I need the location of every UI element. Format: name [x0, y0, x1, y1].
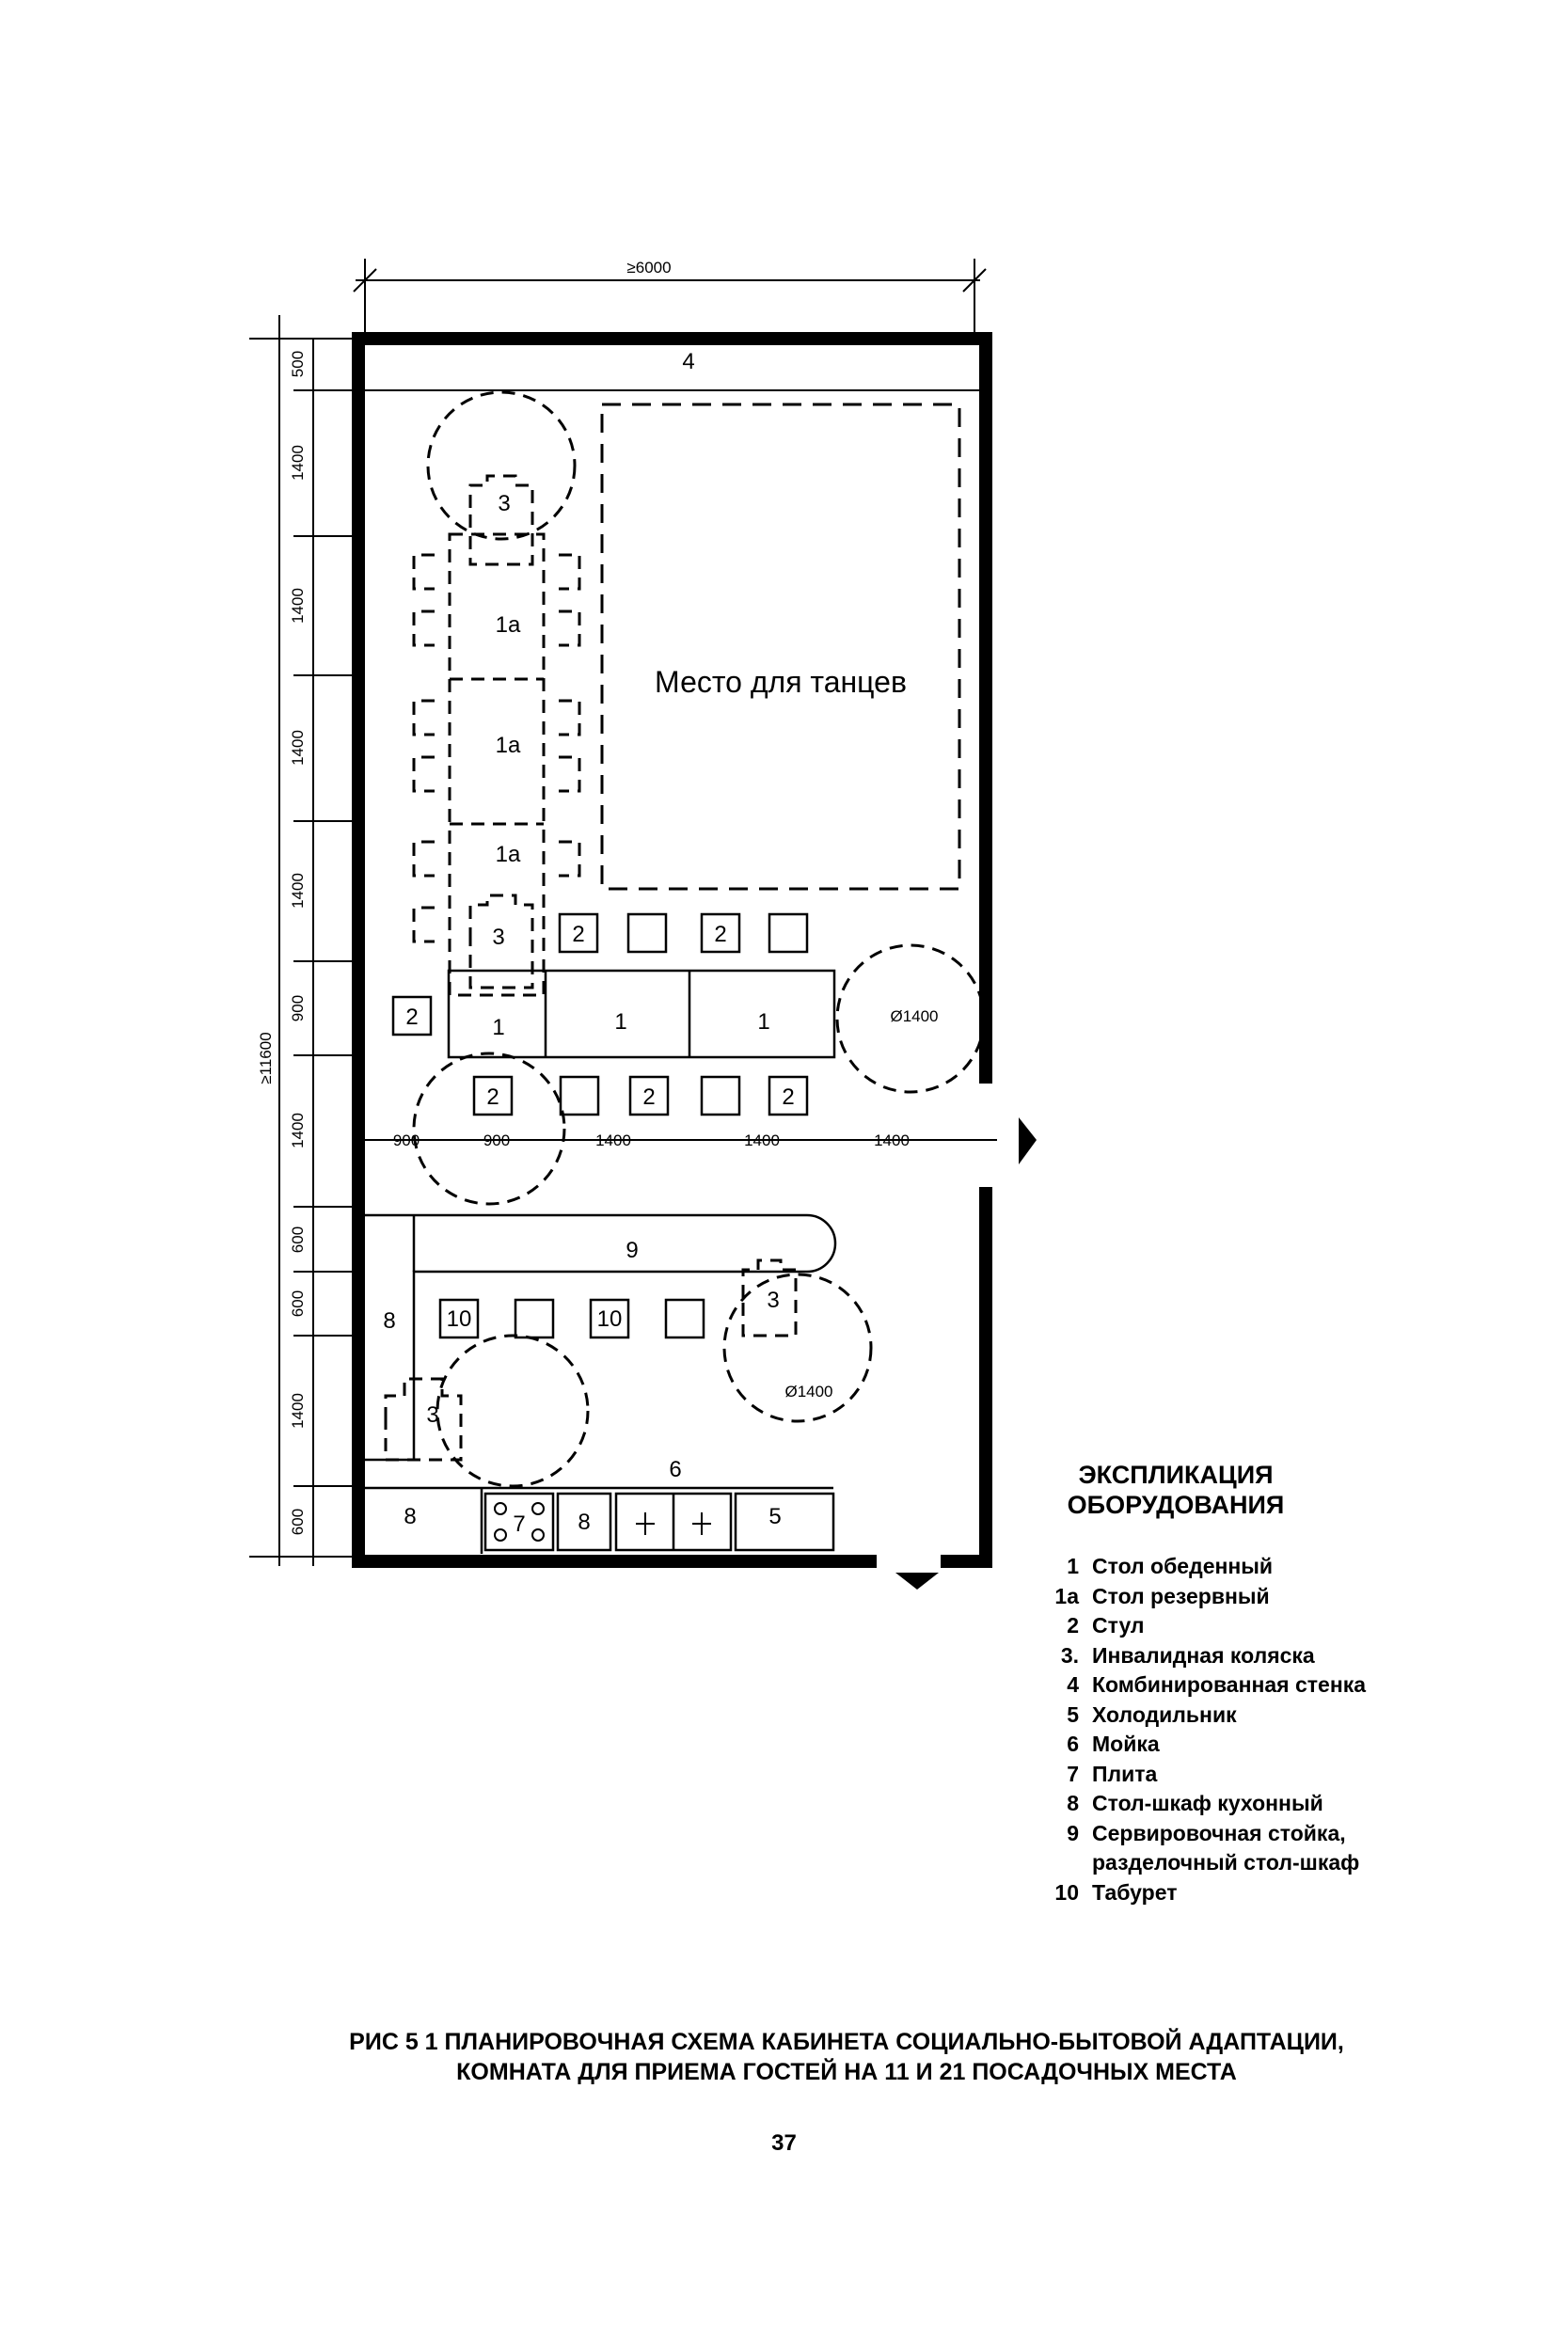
- dim-600-a: 600: [289, 1226, 307, 1254]
- legend-item-number: 2: [1067, 1613, 1079, 1638]
- svg-text:3: 3: [426, 1402, 439, 1428]
- svg-text:2: 2: [714, 922, 727, 947]
- label-1a-1: 1а: [495, 612, 521, 638]
- legend-item-text: Комбинированная стенка: [1092, 1672, 1367, 1697]
- left-dimensions: [249, 315, 362, 1566]
- legend-item-text: Стул: [1092, 1613, 1145, 1638]
- legend-item-number: 5: [1067, 1701, 1079, 1727]
- legend-item: [1039, 1701, 1434, 1731]
- legend-item: [1039, 1730, 1434, 1760]
- legend-item-number: [1039, 1848, 1092, 1878]
- overall-width-label: ≥6000: [626, 259, 672, 277]
- label-8-cabinet-b: 8: [404, 1504, 417, 1529]
- svg-text:1400: 1400: [744, 1131, 780, 1149]
- svg-text:3: 3: [498, 491, 511, 516]
- legend-item-number: 8: [1067, 1791, 1079, 1815]
- svg-text:10: 10: [596, 1306, 623, 1332]
- legend-item: [1039, 1670, 1434, 1701]
- kitchen-area: [365, 1215, 835, 1554]
- room-walls: [353, 339, 986, 1561]
- entrance-arrow-bottom: [895, 1573, 939, 1590]
- legend-item-number: 3.: [1060, 1642, 1079, 1668]
- dance-area-label: Место для танцев: [655, 665, 907, 699]
- label-7-stove: 7: [513, 1511, 526, 1537]
- figure-caption: РИС 5 1 ПЛАНИРОВОЧНАЯ СХЕМА КАБИНЕТА СОЦИАЛЬНО-БЫТОВОЙ АДАПТАЦИИ, КОМНАТА ДЛЯ ПРИЕМА ГОСТЕЙ НА 11 И 21 ПОСАДОЧНЫХ МЕСТА: [349, 2029, 1344, 2085]
- dim-1400-f: 1400: [289, 1393, 307, 1429]
- overall-height-label: ≥11600: [257, 1032, 275, 1084]
- legend-item-number: 10: [1054, 1879, 1079, 1905]
- legend-item-number: 9: [1067, 1820, 1079, 1845]
- label-6-sink: 6: [669, 1457, 682, 1482]
- turning-circle-kitchen-left: [437, 1336, 588, 1486]
- legend-title: ЭКСПЛИКАЦИЯ ОБОРУДОВАНИЯ: [1067, 1461, 1285, 1519]
- legend-list: [1039, 1552, 1434, 1907]
- dim-1400-a: 1400: [289, 445, 307, 481]
- dining-tables: [449, 971, 834, 1057]
- legend-item-text: Стол-шкаф кухонный: [1092, 1791, 1323, 1815]
- legend-item: [1039, 1878, 1434, 1908]
- chairs: [393, 914, 807, 1115]
- legend-item-number: 6: [1067, 1732, 1079, 1756]
- page-number: 37: [771, 2130, 797, 2156]
- legend-item-number: 4: [1067, 1672, 1079, 1697]
- label-5-fridge: 5: [768, 1504, 782, 1529]
- svg-text:900: 900: [483, 1131, 511, 1149]
- legend-item-text: Стол резервный: [1092, 1583, 1270, 1608]
- legend-item: [1039, 1819, 1434, 1849]
- svg-text:3: 3: [492, 925, 505, 950]
- table-label-2: 1: [614, 1009, 627, 1035]
- svg-text:2: 2: [405, 1005, 419, 1030]
- table-label-1: 1: [492, 1015, 505, 1040]
- dim-900: 900: [289, 994, 307, 1022]
- svg-text:8: 8: [578, 1510, 591, 1535]
- dim-600-b: 600: [289, 1290, 307, 1318]
- legend-item-text: Холодильник: [1092, 1701, 1237, 1727]
- label-8-cabinet-a: 8: [383, 1308, 396, 1334]
- dim-500: 500: [289, 350, 307, 378]
- label-1a-2: 1а: [495, 733, 521, 758]
- svg-text:10: 10: [446, 1306, 472, 1332]
- legend-item: [1039, 1611, 1434, 1641]
- label-4-wall: 4: [682, 349, 695, 374]
- legend-item: [1039, 1760, 1434, 1790]
- legend-item-text: Сервировочная стойка,: [1092, 1820, 1346, 1845]
- dim-1400-d: 1400: [289, 873, 307, 909]
- entrance-arrow-right: [1019, 1117, 1037, 1164]
- svg-text:2: 2: [572, 922, 585, 947]
- svg-text:2: 2: [782, 1084, 795, 1110]
- legend-item: [1039, 1641, 1434, 1671]
- legend-item-text: Мойка: [1092, 1732, 1160, 1756]
- svg-text:2: 2: [642, 1084, 656, 1110]
- dim-1400-c: 1400: [289, 730, 307, 766]
- legend-item-number: 7: [1067, 1761, 1079, 1786]
- svg-text:3: 3: [767, 1288, 780, 1313]
- svg-text:900: 900: [392, 1131, 420, 1149]
- svg-text:1400: 1400: [595, 1131, 631, 1149]
- svg-text:2: 2: [486, 1084, 499, 1110]
- legend-item-text: Табурет: [1092, 1879, 1178, 1905]
- legend-item: [1039, 1848, 1434, 1878]
- legend-item-text: Плита: [1092, 1761, 1158, 1786]
- equipment-legend: [1039, 1460, 1434, 1907]
- label-9-counter: 9: [626, 1238, 639, 1263]
- legend-item-text: разделочный стол-шкаф: [1092, 1850, 1360, 1875]
- turning-circle-top: [428, 392, 575, 539]
- circle-diameter-2: Ø1400: [784, 1383, 833, 1400]
- legend-item: [1039, 1552, 1434, 1582]
- aisle-dimension: [365, 1131, 997, 1149]
- dim-1400-b: 1400: [289, 588, 307, 624]
- legend-item: [1039, 1582, 1434, 1612]
- top-dimension: [354, 259, 986, 339]
- legend-item-text: Инвалидная коляска: [1092, 1642, 1315, 1668]
- label-1a-3: 1а: [495, 842, 521, 867]
- table-label-3: 1: [757, 1009, 770, 1035]
- dim-600-c: 600: [289, 1508, 307, 1536]
- legend-item-number: 1а: [1054, 1583, 1079, 1608]
- dance-area: [602, 404, 959, 889]
- dim-1400-e: 1400: [289, 1113, 307, 1148]
- svg-text:1400: 1400: [874, 1131, 910, 1149]
- circle-diameter-1: Ø1400: [890, 1007, 939, 1025]
- legend-item-text: Стол обеденный: [1092, 1554, 1274, 1578]
- legend-item-number: 1: [1067, 1554, 1079, 1578]
- legend-item: [1039, 1789, 1434, 1819]
